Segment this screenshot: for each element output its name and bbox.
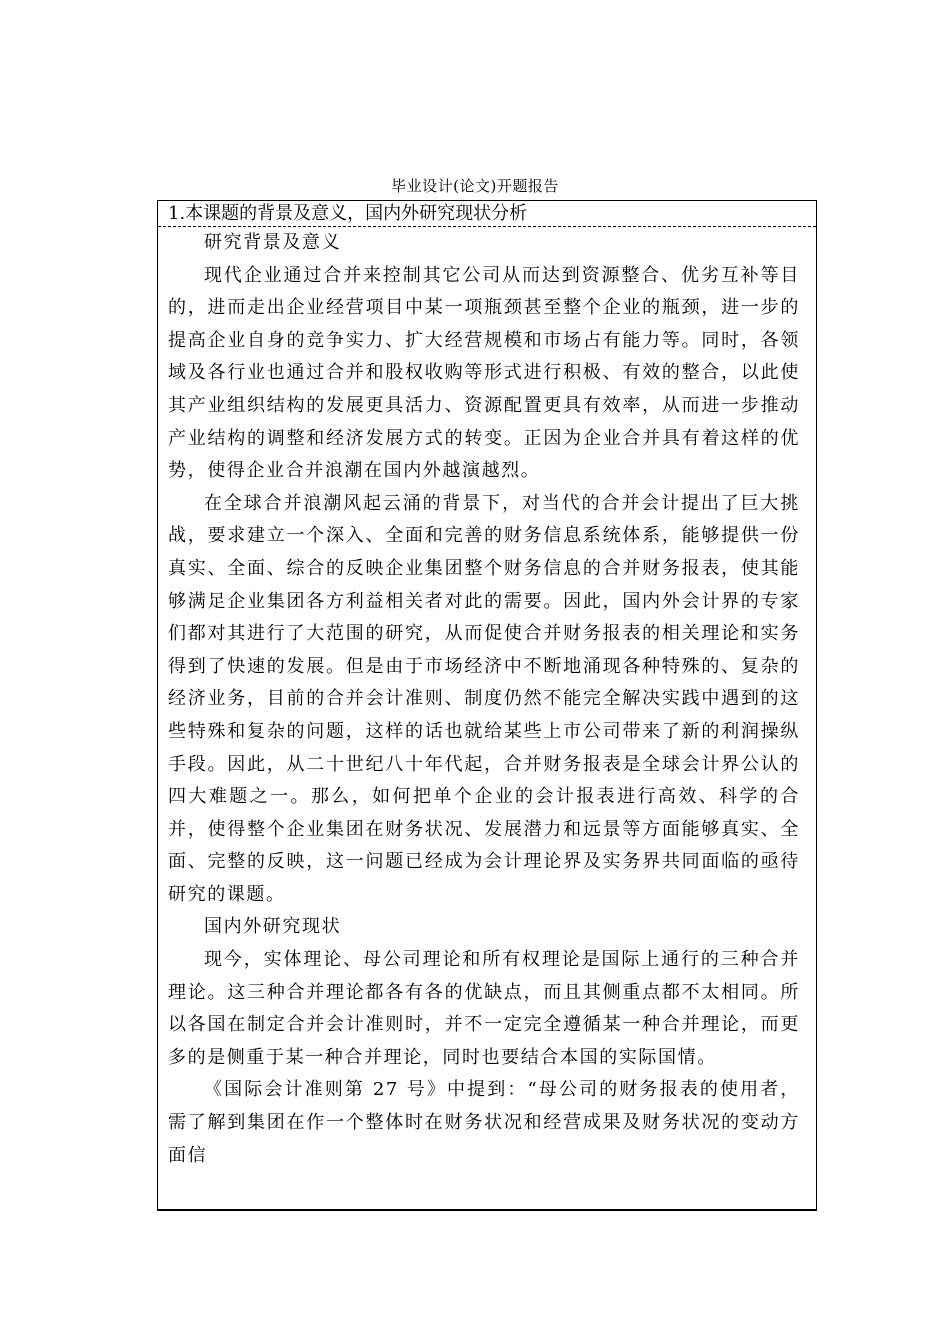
paragraph-4: 《国际会计准则第 27 号》中提到：“母公司的财务报表的使用者，需了解到集团在作一个整体时在财务状况和经营成果及财务状况的变动方面信 bbox=[168, 1079, 800, 1166]
subheading-status: 国内外研究现状 bbox=[204, 916, 342, 938]
section-content bbox=[168, 227, 800, 1172]
paragraph-3: 现今，实体理论、母公司理论和所有权理论是国际上通行的三种合并理论。这三种合并理论都各有各的优缺点，而且其侧重点都不太相同。所以各国在制定合并会计准则时，并不一定完全遵循某一种合并理论，而更多的是侧重于某一种合并理论，同时也要结合本国的实际国情。 bbox=[168, 949, 800, 1068]
document-title: 毕业设计(论文)开题报告 bbox=[391, 177, 559, 195]
paragraph-2: 在全球合并浪潮风起云涌的背景下，对当代的合并会计提出了巨大挑战，要求建立一个深入、全面和完善的财务信息系统体系，能够提供一份真实、全面、综合的反映企业集团整个财务信息的合并财务报表，使其能够满足企业集团各方利益相关者对此的需要。因此，国内外会计界的专家们都对其进行了大范围的研究，从而促使合并财务报表的相关理论和实务得到了快速的发展。但是由于市场经济中不断地涌现各种特殊的、复杂的经济业务，目前的合并会计准则、制度仍然不能完全解决实践中遇到的这些特殊和复杂的问题，这样的话也就给某些上市公司带来了新的利润操纵手段。因此，从二十世纪八十年代起，合并财务报表是全球会计界公认的四大难题之一。那么，如何把单个企业的会计报表进行高效、科学的合并，使得整个企业集团在财务状况、发展潜力和远景等方面能够真实、全面、完整的反映，这一问题已经成为会计理论界及实务界共同面临的亟待研究的课题。 bbox=[168, 492, 800, 905]
report-table bbox=[157, 200, 817, 1211]
subheading-background: 研究背景及意义 bbox=[204, 232, 342, 253]
paragraph-1: 现代企业通过合并来控制其它公司从而达到资源整合、优劣互补等目的，进而走出企业经营项目中某一项瓶颈甚至整个企业的瓶颈，进一步的提高企业自身的竞争实力、扩大经营规模和市场占有能力等。同时，各领域及各行业也通过合并和股权收购等形式进行积极、有效的整合，以此使其产业组织结构的发展更具活力、资源配置更具有效率，从而进一步推动产业结构的调整和经济发展方式的转变。正因为企业合并具有着这样的优势，使得企业合并浪潮在国内外越演越烈。 bbox=[168, 264, 800, 482]
section-heading: 1.本课题的背景及意义，国内外研究现状分析 bbox=[158, 201, 816, 227]
